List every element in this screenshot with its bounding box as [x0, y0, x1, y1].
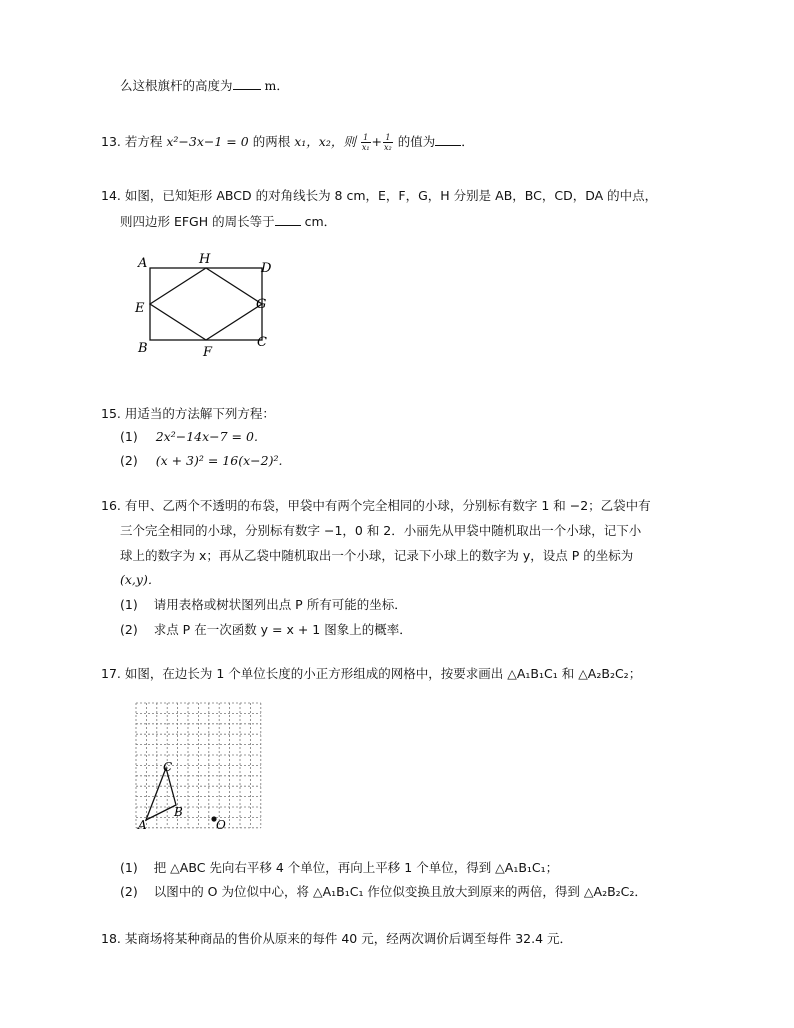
q17-item-1: (1) 把 △ABC 先向右平移 4 个单位，再向上平移 1 个单位，得到 △A₁B₁C₁；: [120, 860, 559, 875]
q12-line: 么这根旗杆的高度为 m．: [120, 78, 289, 93]
question-14-line1: [101, 187, 657, 205]
q16-item-2: (2) 求点 P 在一次函数 y = x + 1 图象上的概率．: [120, 622, 412, 637]
q13-equation: x²−3x−1 = 0: [166, 134, 249, 149]
q13-mid: 的两根: [252, 134, 291, 149]
q17-number: 17.: [101, 666, 121, 681]
q12-text: 么这根旗杆的高度为: [120, 78, 233, 93]
q12-unit: m: [264, 78, 277, 93]
q17-item-2: (2) 以图中的 O 为位似中心，将 △A₁B₁C₁ 作位似变换且放大到原来的两倍，得到 △A₂B₂C₂．: [120, 884, 647, 899]
dashed-grid: [136, 703, 261, 828]
q14-line1: 如图，已知矩形 ABCD 的对角线长为 8 cm，E，F，G，H 分别是 AB，BC，CD，DA 的中点，: [124, 188, 658, 203]
label-B: B: [174, 805, 183, 819]
q13-number: 13.: [101, 134, 121, 149]
label-F: F: [203, 345, 213, 360]
q18-text: 某商场将某种商品的售价从原来的每件 40 元，经两次调价后调至每件 32.4 元．: [124, 931, 573, 946]
q14-line2-suffix: cm．: [304, 214, 337, 229]
q14-number: 14.: [101, 188, 121, 203]
label-A: A: [138, 818, 147, 832]
q14-blank: [275, 213, 301, 226]
q13-fraction-2: $\frac{1}{\text{x₂}}$: [384, 133, 392, 152]
q16-number: 16.: [101, 498, 121, 513]
q18-number: 18.: [101, 931, 121, 946]
q17-grid-figure: [130, 697, 270, 837]
q17-stem: 如图，在边长为 1 个单位长度的小正方形组成的网格中，按要求画出 △A₁B₁C₁ 和 △A₂B₂C₂；: [124, 666, 642, 681]
q15-item-2: (2) (x + 3)² = 16(x−2)².: [120, 453, 283, 468]
q13-suffix: 的值为: [397, 134, 436, 149]
question-16-line4: (x,y)．: [120, 572, 161, 587]
q15-item-1: (1) 2x²−14x−7 = 0.: [120, 429, 258, 444]
label-C: C: [257, 335, 267, 350]
label-C: C: [163, 760, 173, 774]
q16-item-1: (1) 请用表格或树状图列出点 P 所有可能的坐标．: [120, 597, 407, 612]
q14-rectangle-figure: [130, 248, 280, 360]
question-16-line3: 球上的数字为 x；再从乙袋中随机取出一个小球，记录下小球上的数字为 y，设点 P 的坐标为: [120, 548, 634, 563]
q13-fraction-1: $\frac{1}{\text{x₁}}$: [361, 133, 370, 152]
q14-line2-prefix: 则四边形 EFGH 的周长等于: [120, 214, 275, 229]
q13-roots: x₁，x₂，则: [294, 134, 356, 149]
label-B: B: [138, 341, 148, 356]
q13-blank: [435, 133, 461, 146]
question-16-line2: 三个完全相同的小球，分别标有数字 −1，0 和 2．小丽先从甲袋中随机取出一个小球，记下小: [120, 523, 642, 538]
q12-blank: [233, 77, 261, 90]
q15-stem: 用适当的方法解下列方程：: [124, 406, 275, 421]
label-O: O: [216, 818, 226, 832]
question-18: [101, 930, 572, 948]
rectangle-abcd: [150, 268, 262, 340]
label-G: G: [256, 297, 267, 312]
label-E: E: [135, 301, 145, 316]
question-14-line2: [120, 213, 336, 231]
label-D: D: [261, 261, 272, 276]
label-H: H: [199, 252, 211, 267]
question-16-line1: 16. 有甲、乙两个不透明的布袋，甲袋中有两个完全相同的小球，分别标有数字 1 和 −2；乙袋中有: [101, 498, 651, 513]
question-15: [101, 405, 275, 423]
question-13: 13. 若方程 x²−3x−1 = 0 的两根 x₁，x₂，则 $\frac{1}{\text{x₁}}$ + $\frac{1}{\text{x₂}}$ 的值为 ．: [101, 133, 474, 152]
q13-prefix: 若方程: [124, 134, 163, 149]
question-17: [101, 665, 641, 683]
label-A: A: [138, 256, 148, 271]
rhombus-efgh: [150, 268, 262, 340]
q15-number: 15.: [101, 406, 121, 421]
